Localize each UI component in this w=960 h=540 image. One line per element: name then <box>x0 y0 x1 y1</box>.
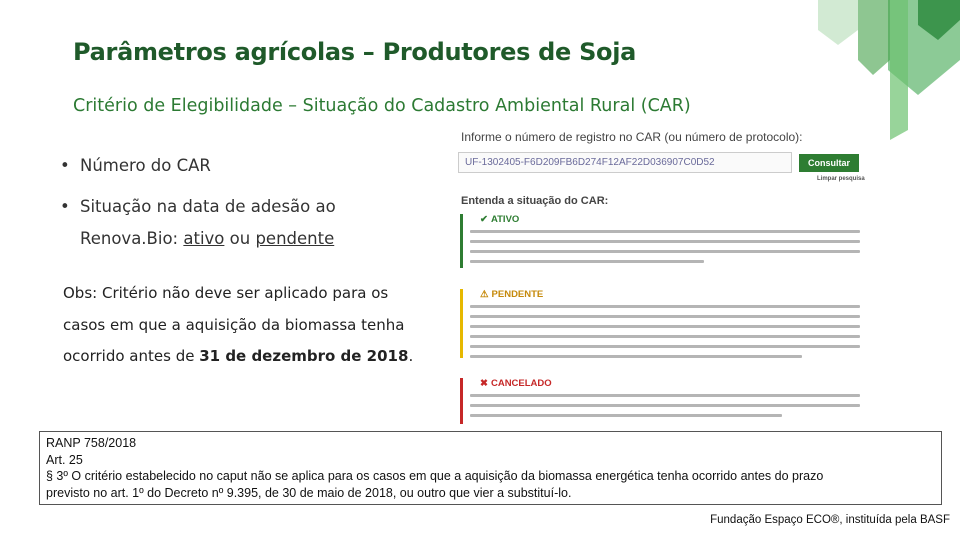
warning-icon: ⚠ <box>480 289 489 300</box>
text-line <box>470 230 860 233</box>
text-line <box>470 394 860 397</box>
text-line <box>470 260 704 263</box>
observation-note <box>63 278 423 373</box>
obs-text: Obs: Critério não deve ser aplicado para os casos em que a aquisição da biomassa tenha ocorrido antes de <box>63 284 405 365</box>
text-line <box>470 404 860 407</box>
ativo-word: ativo <box>183 229 225 248</box>
x-icon: ✖ <box>480 378 488 389</box>
car-input-label: Informe o número de registro no CAR (ou número de protocolo): <box>461 130 803 144</box>
text-line <box>470 305 860 308</box>
pendente-word: pendente <box>255 229 335 248</box>
car-screenshot <box>458 126 868 426</box>
ranp-paragraph-line2: previsto no art. 1º do Decreto nº 9.395, de 30 de maio de 2018, ou outro que vier a substituí-lo. <box>46 485 572 500</box>
bullet-dot: • <box>60 156 70 175</box>
obs-date: 31 de dezembro de 2018 <box>199 347 409 365</box>
text-line <box>470 355 802 358</box>
ranp-article: Art. 25 <box>46 452 83 467</box>
ranp-legal-box <box>39 431 942 505</box>
ou-word: ou <box>224 229 256 248</box>
status-ativo <box>460 214 860 268</box>
bullet-car-status <box>60 197 336 216</box>
bullet-car-status-cont <box>80 229 334 248</box>
status-bar <box>460 214 463 268</box>
status-cancelado-text <box>470 394 860 424</box>
status-ativo-heading <box>480 214 519 225</box>
check-icon: ✔ <box>480 214 488 225</box>
consultar-button: Consultar <box>799 154 859 172</box>
status-cancelado <box>460 378 860 424</box>
obs-end: . <box>408 347 414 365</box>
decorative-green-shapes <box>818 0 960 140</box>
text-line <box>470 325 860 328</box>
text-line <box>470 315 860 318</box>
footer-credit: Fundação Espaço ECO®, instituída pela BASF <box>710 514 950 526</box>
status-label: PENDENTE <box>491 289 544 300</box>
text-line <box>470 345 860 348</box>
status-bar <box>460 378 463 424</box>
clear-search-link: Limpar pesquisa <box>817 176 865 182</box>
status-ativo-text <box>470 230 860 270</box>
bullet-prefix: Renova.Bio: <box>80 229 184 248</box>
ranp-title: RANP 758/2018 <box>46 436 137 450</box>
page-subtitle: Critério de Elegibilidade – Situação do Cadastro Ambiental Rural (CAR) <box>73 96 691 116</box>
car-number-input: UF-1302405-F6D209FB6D274F12AF22D036907C0D52 <box>458 152 792 173</box>
status-label: CANCELADO <box>490 378 552 389</box>
car-status-heading: Entenda a situação do CAR: <box>461 195 609 207</box>
status-cancelado-heading <box>480 378 552 389</box>
text-line <box>470 335 860 338</box>
status-bar <box>460 289 463 358</box>
bullet-car-number <box>60 156 211 175</box>
status-pendente <box>460 289 860 358</box>
text-line <box>470 250 860 253</box>
status-label: ATIVO <box>490 214 520 225</box>
bullet-text: Número do CAR <box>80 156 211 175</box>
status-pendente-heading <box>480 289 543 300</box>
page-title: Parâmetros agrícolas – Produtores de Soja <box>73 38 637 66</box>
text-line <box>470 240 860 243</box>
bullet-dot: • <box>60 197 70 216</box>
status-pendente-text <box>470 305 860 365</box>
ranp-paragraph-line1: § 3º O critério estabelecido no caput não se aplica para os casos em que a aquisição da biomassa energética tenha ocorrido antes do prazo <box>46 469 824 483</box>
bullet-text: Situação na data de adesão ao <box>80 197 336 216</box>
text-line <box>470 414 782 417</box>
